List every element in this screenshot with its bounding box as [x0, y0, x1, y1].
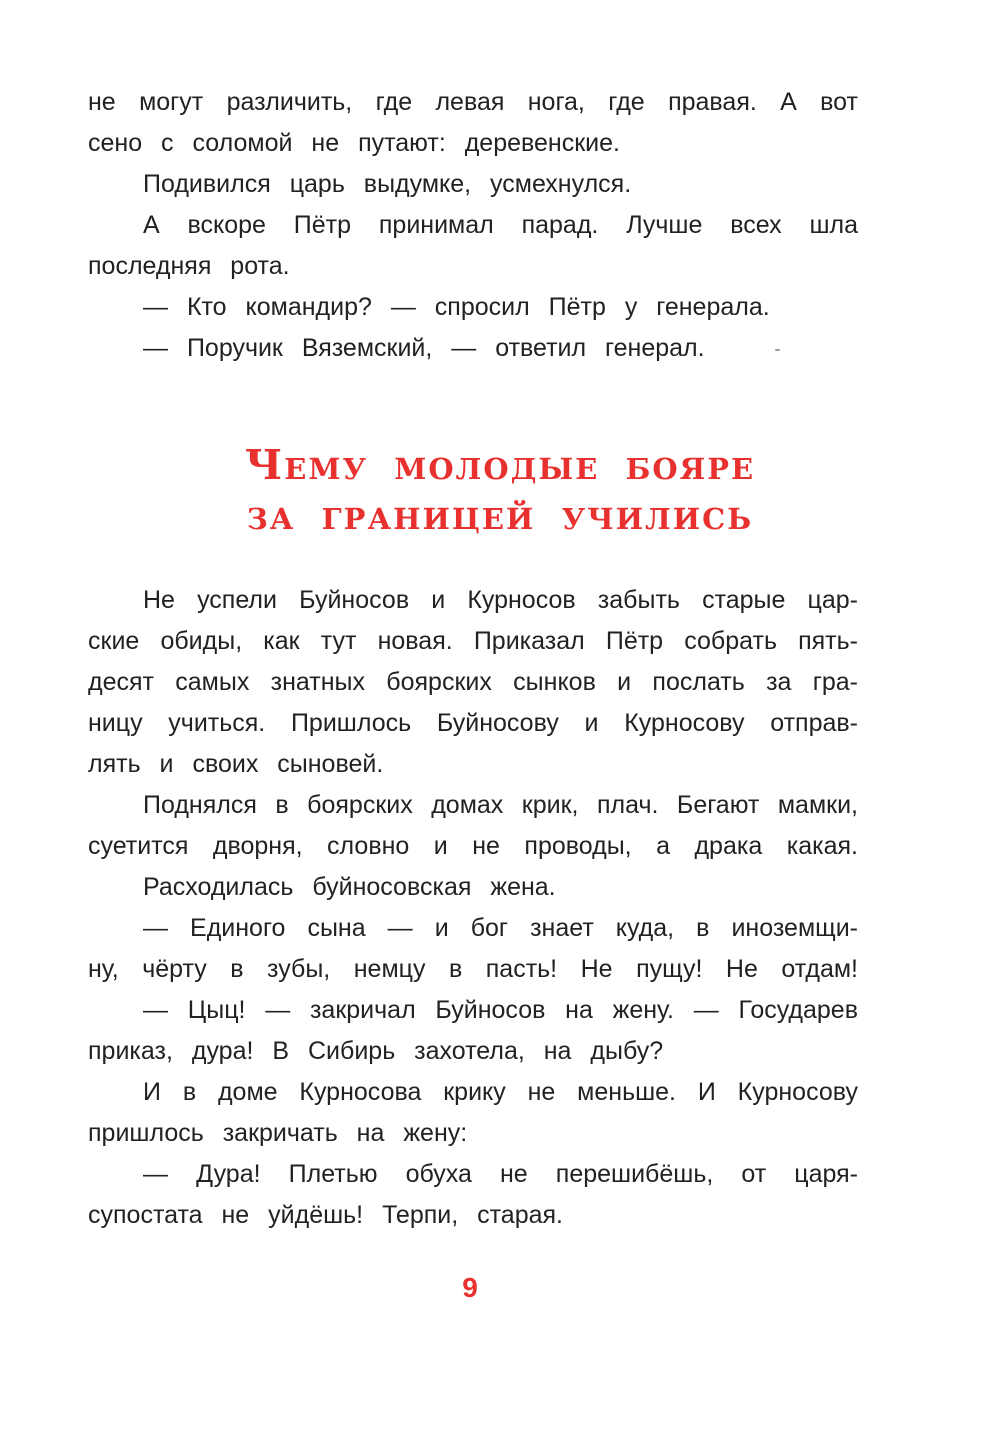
text-line: Расходилась буйносовская жена.: [143, 873, 556, 901]
main-text-block: [88, 580, 858, 1236]
text-line: суетится дворня, словно и не проводы, а драка какая.: [88, 832, 858, 860]
text-line: ну, чёрту в зубы, немцу в пасть! Не пущу! Не отдам!: [88, 955, 858, 983]
text-line: ницу учиться. Пришлось Буйносову и Курносову отправ-: [88, 709, 858, 737]
text-line: сено с соломой не путают: деревенские.: [88, 129, 620, 157]
text-line: пришлось закричать на жену:: [88, 1119, 468, 1147]
text-line: — Дура! Плетью обуха не перешибёшь, от царя-: [143, 1160, 858, 1188]
text-line: — Единого сына — и бог знает куда, в иноземщи-: [143, 914, 858, 942]
chapter-title-line-1: Чему молодые бояре: [244, 441, 756, 489]
text-line: последняя рота.: [88, 252, 290, 280]
text-line: Не успели Буйносов и Курносов забыть старые цар-: [143, 586, 858, 614]
top-text-block: [88, 82, 858, 369]
print-speck: [775, 349, 780, 351]
text-line: ские обиды, как тут новая. Приказал Пётр собрать пять-: [88, 627, 858, 655]
text-line: И в доме Курносова крику не меньше. И Курносову: [143, 1078, 858, 1106]
text-line: десят самых знатных боярских сынков и послать за гра-: [88, 668, 858, 696]
text-line: — Цыц! — закричал Буйносов на жену. — Государев: [143, 996, 858, 1024]
text-line: Подивился царь выдумке, усмехнулся.: [143, 170, 632, 198]
text-line: супостата не уйдёшь! Терпи, старая.: [88, 1201, 564, 1229]
text-line: Поднялся в боярских домах крик, плач. Бегают мамки,: [143, 791, 858, 819]
text-line: — Поручик Вяземский, — ответил генерал.: [143, 334, 705, 362]
text-line: приказ, дура! В Сибирь захотела, на дыбу?: [88, 1037, 664, 1065]
chapter-title-line-2: за границей учились: [246, 491, 754, 539]
text-line: — Кто командир? — спросил Пётр у генерала.: [143, 293, 770, 321]
text-line: не могут различить, где левая нога, где правая. А вот: [88, 88, 858, 116]
chapter-title: [0, 440, 1000, 540]
text-line: А вскоре Пётр принимал парад. Лучше всех шла: [143, 211, 858, 239]
page-number: 9: [462, 1272, 478, 1303]
text-line: лять и своих сыновей.: [88, 750, 384, 778]
